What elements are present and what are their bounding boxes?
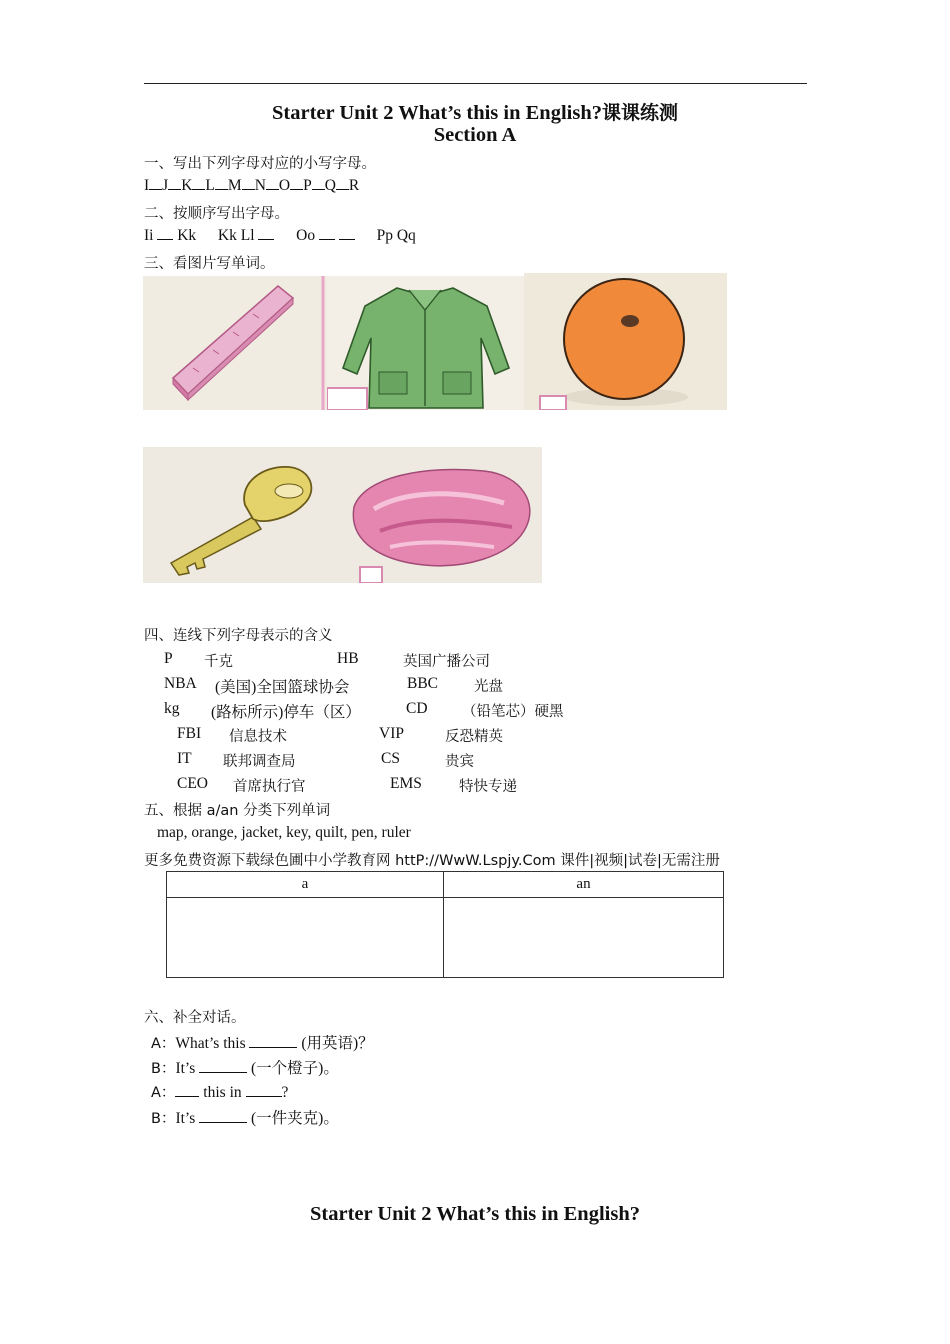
column-header-an: an [444,872,724,898]
title-chinese: 课课练测 [601,102,678,124]
dialogue-line: B：It’s (一件夹克)。 [151,1110,339,1127]
sequence-line: Ii Kk Kk Ll Oo Pp Qq [144,227,416,244]
answer-blank[interactable] [249,1035,297,1048]
letters-line: I J K L M N O P Q R [144,177,360,194]
section3-heading: 三、看图片写单词。 [144,256,275,272]
jacket-picture [327,276,524,410]
section6-heading: 六、补全对话。 [144,1010,246,1026]
answer-blank[interactable] [199,1110,247,1123]
title-english: Starter Unit 2 What’s this in English? [272,102,602,124]
orange-picture [524,273,727,410]
ruler-picture [143,276,327,410]
quilt-picture [344,447,542,583]
answer-blank[interactable] [175,1084,199,1097]
answer-blank[interactable] [246,1084,282,1097]
answer-blank[interactable] [199,1060,247,1073]
word-list: map, orange, jacket, key, quilt, pen, ruler [157,824,411,841]
column-header-a: a [167,872,444,898]
answer-cell-a[interactable] [167,898,444,978]
section5-heading: 五、根据 a/an 分类下列单词 [144,803,331,819]
dialogue-line: A： this in ? [151,1084,289,1101]
page-title [0,98,950,125]
answer-cell-an[interactable] [444,898,724,978]
top-rule [144,83,807,84]
footer-title: Starter Unit 2 What’s this in English? [310,1203,640,1225]
key-picture [143,447,344,583]
section4-heading: 四、连线下列字母表示的含义 [144,628,333,644]
section1-heading: 一、写出下列字母对应的小写字母。 [144,156,376,172]
dialogue-line: B：It’s (一个橙子)。 [151,1060,339,1077]
classification-table [166,871,724,978]
resource-link-line[interactable]: 更多免费资源下载绿色圃中小学教育网 httP://WwW.Lspjy.Com 课件|视频|试卷|无需注册 [144,853,720,869]
section-subtitle: Section A [433,124,517,146]
dialogue-line: A：What’s this (用英语)？ [151,1035,374,1052]
section2-heading: 二、按顺序写出字母。 [144,206,289,222]
